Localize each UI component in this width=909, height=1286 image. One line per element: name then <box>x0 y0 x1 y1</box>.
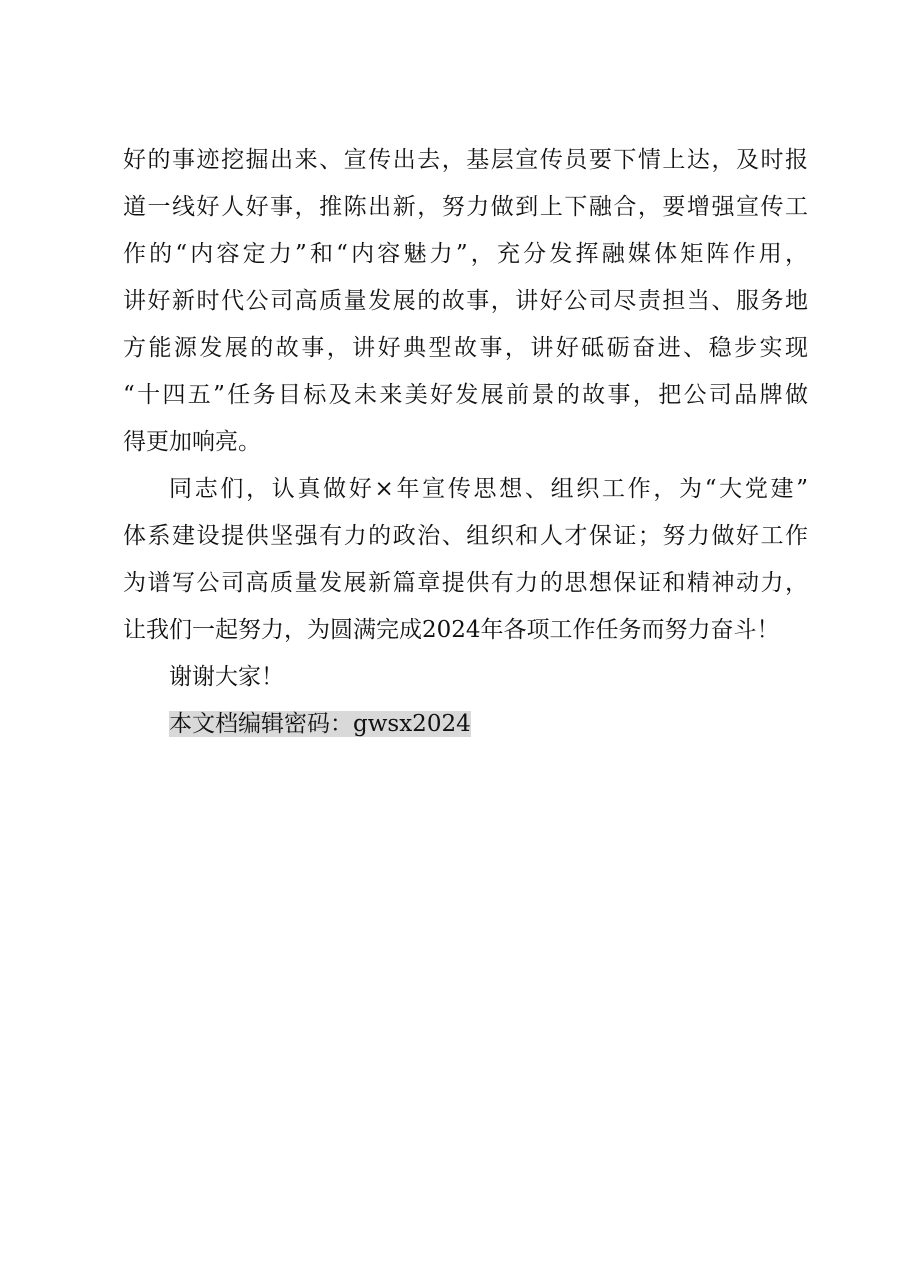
paragraph-1-line-5: 方能源发展的故事，讲好典型故事，讲好砥砺奋进、稳步实现 <box>123 335 808 361</box>
paragraph-1-line-6: “十四五”任务目标及未来美好发展前景的故事，把公司品牌做 <box>123 382 808 408</box>
paragraph-1-line-7: 得更加响亮。 <box>123 429 261 455</box>
paragraph-2-line-3: 为谱写公司高质量发展新篇章提供有力的思想保证和精神动力， <box>123 570 808 596</box>
paragraph-1-line-4: 讲好新时代公司高质量发展的故事，讲好公司尽责担当、服务地 <box>123 288 808 314</box>
paragraph-2-line-4: 让我们一起努力，为圆满完成2024年各项工作任务而努力奋斗！ <box>123 617 780 643</box>
password-note-line <box>123 701 808 748</box>
password-note: 本文档编辑密码：gwsx2024 <box>169 711 471 737</box>
document-body <box>123 137 808 748</box>
paragraph-1-line-1: 好的事迹挖掘出来、宣传出去，基层宣传员要下情上达，及时报 <box>123 147 808 173</box>
paragraph-1-line-2: 道一线好人好事，推陈出新，努力做到上下融合，要增强宣传工 <box>123 194 808 220</box>
paragraph-2-line-1: 同志们，认真做好×年宣传思想、组织工作，为“大党建” <box>169 476 808 502</box>
paragraph-2-line-2: 体系建设提供坚强有力的政治、组织和人才保证；努力做好工作 <box>123 523 808 549</box>
paragraph-1-line-3: 作的“内容定力”和“内容魅力”，充分发挥融媒体矩阵作用， <box>123 241 808 267</box>
thanks-line: 谢谢大家！ <box>169 664 284 690</box>
